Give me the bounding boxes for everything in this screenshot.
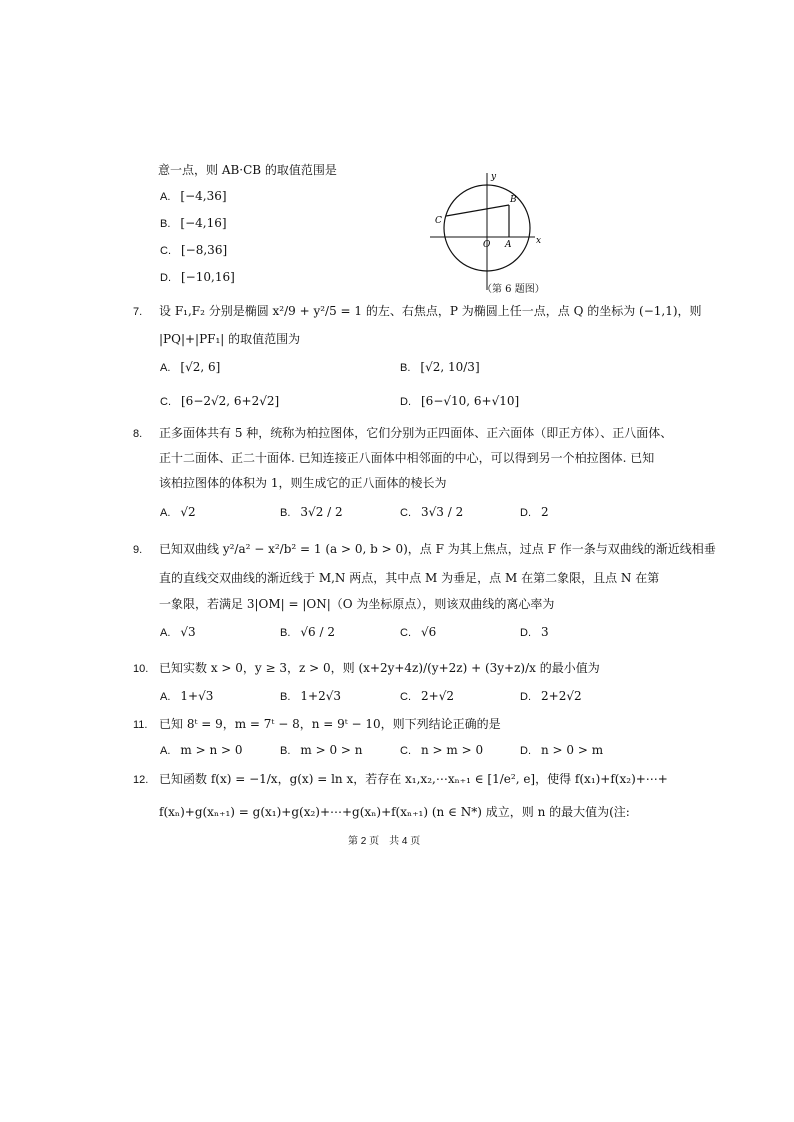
q6-option-a-text: [−4,36] — [180, 189, 227, 203]
q7-option-d — [400, 393, 519, 410]
q8-text-1: 正多面体共有 5 种，统称为柏拉图体，它们分别为正四面体、正六面体（即正方体）、正八面体、 — [159, 426, 673, 440]
q11-option-d — [520, 742, 603, 759]
q10-option-a — [160, 688, 213, 705]
q7-line2: |PQ|+|PF₁| 的取值范围为 — [159, 332, 301, 346]
q9-number: 9. — [133, 544, 143, 556]
label-b: B — [510, 195, 517, 205]
q7-number: 7. — [133, 306, 143, 318]
q7-option-d-letter: D. — [400, 396, 411, 408]
label-a: A — [505, 240, 512, 250]
q9-option-c-text: √6 — [421, 625, 437, 639]
q7-option-b-letter: B. — [400, 362, 411, 374]
q8-option-b-text: 3√2 / 2 — [300, 505, 343, 519]
q7-option-c — [160, 393, 279, 410]
q7-text-1: 设 F₁,F₂ 分别是椭圆 x²/9 + y²/5 = 1 的左、右焦点，P 为椭圆上任一点，点 Q 的坐标为 (−1,1)，则 — [159, 304, 702, 318]
q8-option-a — [160, 504, 196, 521]
q6-figure-caption: （第 6 题图） — [482, 284, 545, 295]
q9-option-b-letter: B. — [280, 627, 291, 639]
q10-line1 — [133, 660, 600, 677]
label-c: C — [435, 216, 442, 226]
q6-option-a-letter: A. — [160, 191, 171, 203]
q10-option-d-letter: D. — [520, 691, 531, 703]
q9-option-d-letter: D. — [520, 627, 531, 639]
page-footer: 第 2 页 共 4 页 — [348, 836, 421, 847]
chord-cb — [446, 205, 509, 216]
q6-option-a — [160, 188, 227, 205]
q9-option-b-text: √6 / 2 — [300, 625, 335, 639]
q7-option-a-text: [√2, 6] — [180, 360, 221, 374]
q10-option-d — [520, 688, 582, 705]
q7-line1 — [133, 303, 702, 320]
q8-option-d-text: 2 — [541, 505, 549, 519]
q6-option-b — [160, 215, 227, 232]
q7-option-b-text: [√2, 10/3] — [420, 360, 480, 374]
q11-option-c — [400, 742, 483, 759]
q11-option-b-letter: B. — [280, 745, 291, 757]
q9-option-b — [280, 624, 335, 641]
q9-line3: 一象限，若满足 3|OM| = |ON|（O 为坐标原点），则该双曲线的离心率为 — [159, 597, 555, 611]
q8-option-d — [520, 504, 549, 521]
q10-option-c — [400, 688, 454, 705]
q10-option-b-letter: B. — [280, 691, 291, 703]
q11-option-c-letter: C. — [400, 745, 411, 757]
q6-figure — [425, 165, 555, 295]
q8-option-c — [400, 504, 463, 521]
q9-option-a-text: √3 — [180, 625, 196, 639]
q6-stem-tail: 意一点，则 AB·CB 的取值范围是 — [158, 163, 337, 177]
q11-option-c-text: n > m > 0 — [421, 743, 484, 757]
q11-option-d-letter: D. — [520, 745, 531, 757]
q7-option-c-text: [6−2√2, 6+2√2] — [181, 394, 280, 408]
q11-option-a — [160, 742, 243, 759]
q7-option-b — [400, 359, 480, 376]
q9-option-c — [400, 624, 436, 641]
q8-option-c-text: 3√3 / 2 — [421, 505, 464, 519]
q7-option-d-text: [6−√10, 6+√10] — [421, 394, 520, 408]
q11-text-1: 已知 8ᵗ = 9，m = 7ᵗ − 8，n = 9ᵗ − 10，则下列结论正确的是 — [159, 717, 501, 731]
q12-line2: f(xₙ)+g(xₙ₊₁) = g(x₁)+g(x₂)+⋯+g(xₙ)+f(xₙ₊₁) (n ∈ N*) 成立，则 n 的最大值为(注: — [159, 805, 630, 819]
q10-option-a-text: 1+√3 — [180, 689, 214, 703]
q9-option-c-letter: C. — [400, 627, 411, 639]
q9-line2: 直的直线交双曲线的渐近线于 M,N 两点，其中点 M 为垂足，点 M 在第二象限，且点 N 在第 — [159, 571, 660, 585]
q11-number: 11. — [133, 719, 148, 731]
q7-option-a — [160, 359, 220, 376]
q10-option-c-letter: C. — [400, 691, 411, 703]
q9-option-d-text: 3 — [541, 625, 549, 639]
q8-option-b-letter: B. — [280, 507, 291, 519]
q6-option-b-letter: B. — [160, 218, 171, 230]
label-o: O — [483, 240, 491, 250]
q10-option-b — [280, 688, 341, 705]
q8-line2: 正十二面体、正二十面体. 已知连接正八面体中相邻面的中心，可以得到另一个柏拉图体. 已知 — [159, 451, 655, 465]
q9-option-a — [160, 624, 196, 641]
q6-option-d-letter: D. — [160, 272, 171, 284]
q12-number: 12. — [133, 774, 149, 786]
q8-option-a-letter: A. — [160, 507, 171, 519]
q11-option-b-text: m > 0 > n — [300, 743, 363, 757]
q10-option-c-text: 2+√2 — [421, 689, 454, 703]
q8-option-d-letter: D. — [520, 507, 531, 519]
q11-option-b — [280, 742, 363, 759]
q8-option-c-letter: C. — [400, 507, 411, 519]
q11-option-a-letter: A. — [160, 745, 171, 757]
label-x: x — [536, 236, 542, 246]
q6-option-b-text: [−4,16] — [180, 216, 227, 230]
q9-option-d — [520, 624, 549, 641]
q10-text-1: 已知实数 x > 0，y ≥ 3，z > 0，则 (x+2y+4z)/(y+2z) + (3y+z)/x 的最小值为 — [159, 661, 600, 675]
q9-option-a-letter: A. — [160, 627, 171, 639]
q9-line1 — [133, 541, 716, 558]
q12-line1 — [133, 771, 668, 788]
q8-option-a-text: √2 — [180, 505, 196, 519]
q10-option-d-text: 2+2√2 — [541, 689, 582, 703]
q6-option-d-text: [−10,16] — [181, 270, 235, 284]
q6-option-c — [160, 242, 227, 259]
q12-text-1: 已知函数 f(x) = −1/x，g(x) = ln x，若存在 x₁,x₂,⋯xₙ₊₁ ∈ [1/e², e]，使得 f(x₁)+f(x₂)+⋯+ — [159, 772, 668, 786]
q8-number: 8. — [133, 428, 143, 440]
q11-option-a-text: m > n > 0 — [180, 743, 243, 757]
q10-option-b-text: 1+2√3 — [300, 689, 342, 703]
q8-line3: 该柏拉图体的体积为 1，则生成它的正八面体的棱长为 — [159, 476, 447, 490]
q6-option-d — [160, 269, 235, 286]
q9-text-1: 已知双曲线 y²/a² − x²/b² = 1 (a > 0, b > 0)，点 F 为其上焦点，过点 F 作一条与双曲线的渐近线相垂 — [159, 542, 716, 556]
label-y: y — [491, 172, 497, 182]
q11-line1 — [133, 716, 501, 733]
q11-option-d-text: n > 0 > m — [541, 743, 604, 757]
q7-option-c-letter: C. — [160, 396, 171, 408]
q8-line1 — [133, 425, 672, 442]
q7-option-a-letter: A. — [160, 362, 171, 374]
q6-option-c-text: [−8,36] — [181, 243, 228, 257]
q10-number: 10. — [133, 663, 149, 675]
q10-option-a-letter: A. — [160, 691, 171, 703]
q8-option-b — [280, 504, 343, 521]
q6-option-c-letter: C. — [160, 245, 171, 257]
